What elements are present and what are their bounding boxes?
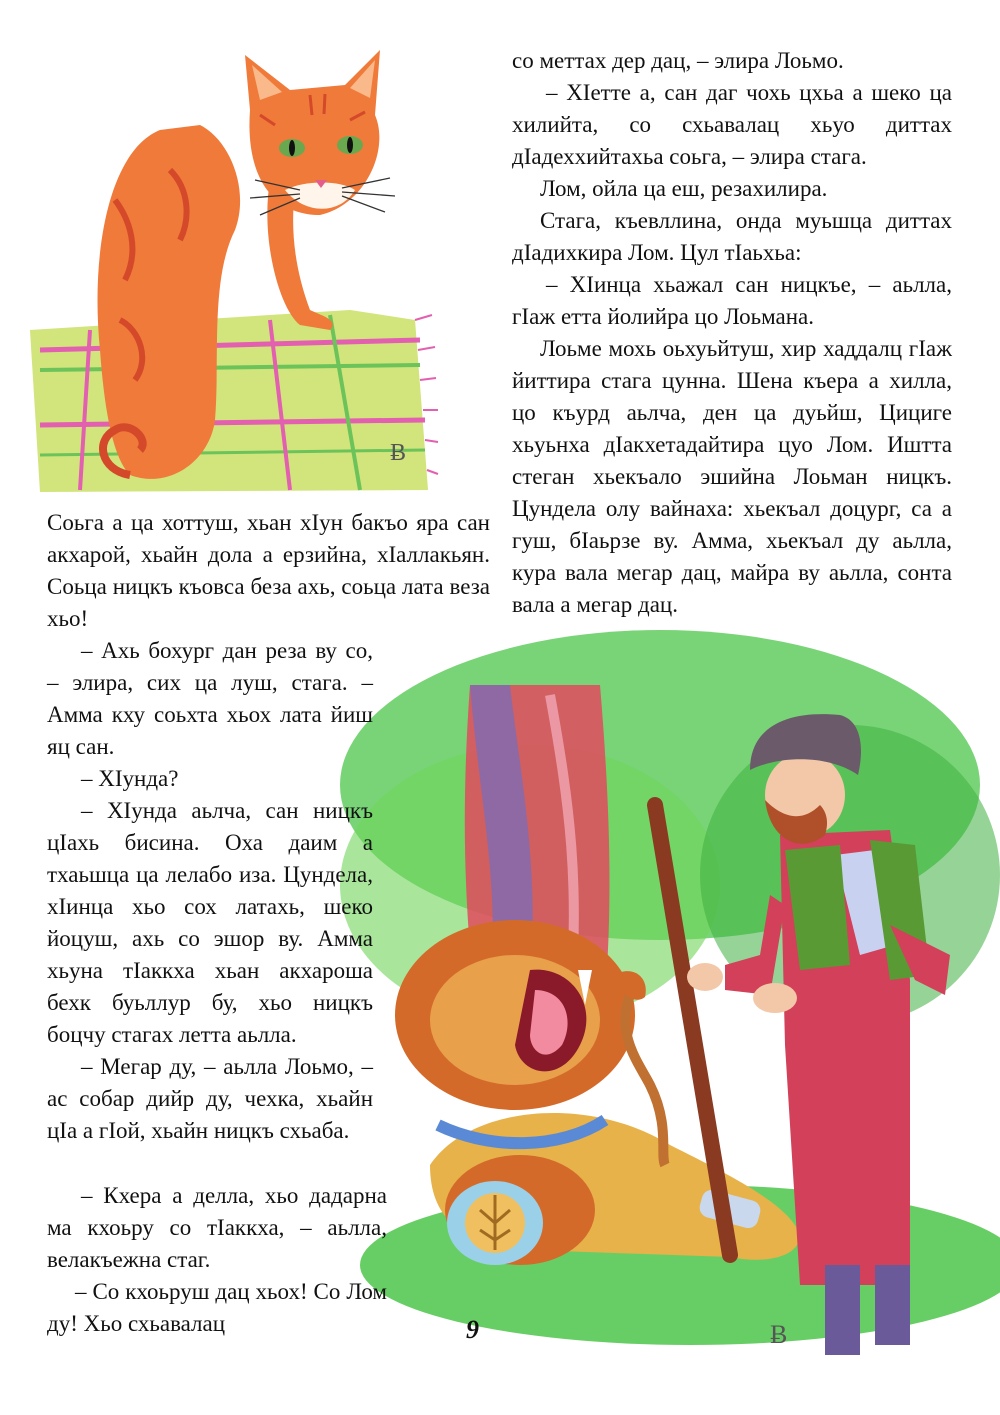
paragraph: Соьга а ца хоттуш, хьан хIун бакъо яра сан акхарой, хьайн дола а ерзийна, хIаллакьян. Соьца ницкъ къовса беза ахь, соьца лата веза хьо! [47,510,490,631]
rug [30,310,438,492]
page-number: 9 [466,1315,479,1344]
left-column-top-text [47,507,490,635]
paragraph: – ХIунда аьлча, сан ницкъ цIахь бисина. Оха даим а тхаьшца ца лелабо иза. Цундела, хIинца хьо сох латахь, шеко йоцуш, ахь со эшор ву. Амма хьуна тIаккха хьан акхароша бехк буьллур бу, хьо ницкъ боцчу стагах летта аьлла. [47,798,373,1047]
right-column-text [512,45,952,621]
left-column-tail-text [47,1180,387,1340]
paragraph: – Со кхоьруш дац хьох! Со Лом ду! Хьо схьавалац [47,1279,387,1336]
paragraph: – Кхера а делла, хьо дадарна ма кхоьру со тIаккха, – аьлла, велакъежна стаг. [47,1183,387,1272]
artist-signature-top: Ƀ [390,440,407,466]
lion-illustration [330,625,1000,1360]
artist-signature-bottom: Ƀ [770,1320,788,1349]
paragraph: со меттах дер дац, – элира Лоьмо. [512,48,844,73]
left-column-narrow-text [47,635,373,1147]
paragraph: Лом, ойла ца еш, резахилира. [540,176,828,201]
paragraph: – ХIинца хьажал сан ницкъе, – аьлла, гIаж етта йолийра цо Лоьмана. [512,272,952,329]
paragraph: – ХIетте а, сан даг чохь цхьа а шеко ца хилийта, со схьавалац хьуо диттах дIадеххийтахьа соьга, – элира стага. [512,80,952,169]
paragraph: Лоьме мохь оьхуьйтуш, хир хаддалц гIаж йиттира стага цунна. Шена къера а хилла, цо къурд аьлча, ден ца дуьйш, Цициге хьуьнха дIакхетадайтира цуо Лом. Иштта стеган хьекъало эшийна Лоьман ницкъ. Цундела олу вайнаха: хьекъал доцург, са а гуш, бIаьрзе ву. Амма, хьекъал ду аьлла, кура вала мегар дац, майра ву аьлла, сонта вала а мегар дац. [512,336,952,617]
paragraph: – Ахь бохург дан реза ву со, – элира, сих ца луш, стага. – Амма кху соьхта хьох лата йиш яц сан. [47,638,373,759]
paragraph: – ХIунда? [81,766,179,791]
paragraph: Стага, къевллина, онда муьшца диттах дIадихкира Лом. Цул тIаьхьа: [512,208,952,265]
paragraph: – Мегар ду, – аьлла Лоьмо, – ас собар дийр ду, чехка, хьайн цIа а гIой, хьайн ницкъ схьаба. [47,1054,373,1143]
cat-illustration [20,20,440,500]
